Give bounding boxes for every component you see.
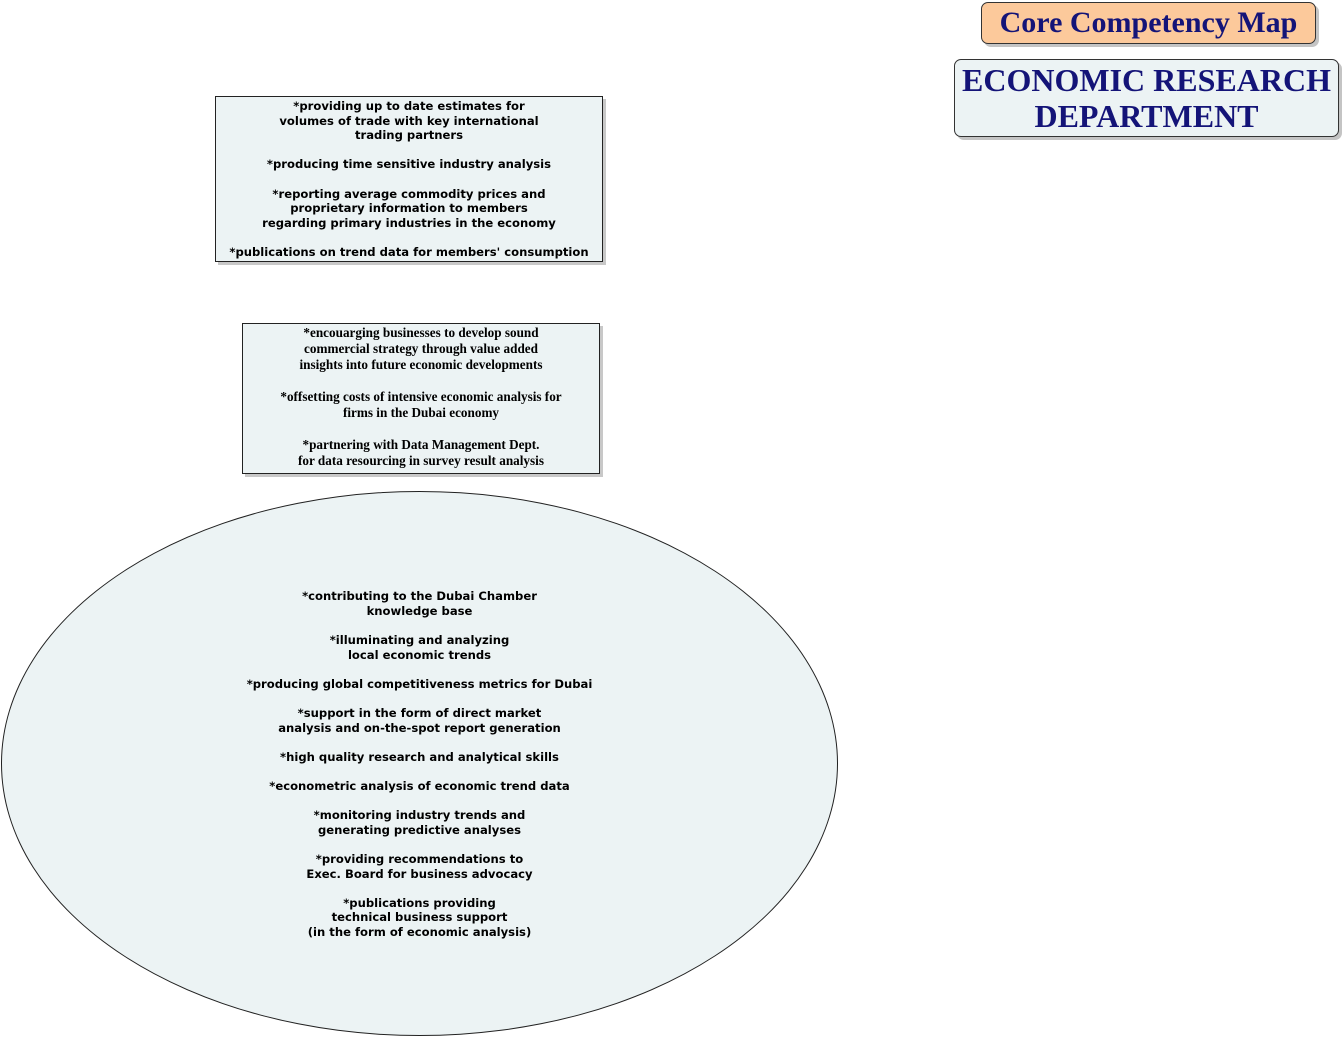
item-spacer — [247, 765, 593, 780]
competency-item-line: *publications providing — [343, 895, 496, 910]
competency-item-line: *high quality research and analytical skills — [280, 749, 559, 764]
top-competency-box — [215, 96, 603, 262]
item-spacer — [216, 143, 602, 158]
competency-item-line: local economic trends — [347, 647, 492, 662]
competency-item-line: *monitoring industry trends and — [313, 808, 526, 823]
item-spacer — [247, 837, 593, 852]
competency-item-line: generating predictive analyses — [317, 822, 522, 837]
competency-item-line: commercial strategy through value added — [304, 341, 538, 356]
competency-item — [243, 325, 599, 373]
competency-item — [216, 245, 602, 260]
competency-item — [247, 589, 593, 618]
competency-item-line: knowledge base — [366, 603, 473, 618]
item-spacer — [247, 881, 593, 896]
middle-competency-box — [242, 323, 600, 474]
ellipse-text — [247, 587, 593, 939]
competency-item-line: *support in the form of direct market — [297, 706, 542, 721]
competency-item-line: *partnering with Data Management Dept. — [302, 437, 540, 452]
competency-item-line: *providing up to date estimates for — [293, 99, 525, 113]
competency-item-line: *econometric analysis of economic trend data — [269, 779, 570, 794]
competency-item-line: *providing recommendations to — [315, 852, 524, 867]
competency-item-line: *publications on trend data for members' consumption — [229, 244, 589, 259]
competency-item — [247, 677, 593, 692]
competency-item — [216, 99, 602, 143]
item-spacer — [216, 172, 602, 187]
map-title: Core Competency Map — [981, 2, 1316, 44]
competency-item-line: Exec. Board for business advocacy — [306, 866, 533, 881]
competency-item — [247, 706, 593, 735]
item-spacer — [247, 662, 593, 677]
competency-item — [247, 779, 593, 794]
competency-item — [216, 187, 602, 231]
competency-item-line: *illuminating and analyzing — [329, 633, 510, 648]
competency-item — [247, 750, 593, 765]
competency-item — [243, 389, 599, 421]
competency-item-line: for data resourcing in survey result analysis — [298, 453, 544, 468]
item-spacer — [216, 230, 602, 245]
competency-item-line: insights into future economic developments — [299, 357, 543, 372]
competency-item — [247, 808, 593, 837]
competency-item — [247, 896, 593, 940]
item-spacer — [247, 619, 593, 634]
competency-item — [247, 852, 593, 881]
competency-item — [243, 437, 599, 469]
competency-item-line: *contributing to the Dubai Chamber — [302, 589, 537, 604]
department-title-line: ECONOMIC RESEARCH — [962, 62, 1331, 98]
competency-item-line: *producing global competitiveness metrics for Dubai — [246, 676, 593, 691]
competency-item-line: technical business support — [331, 910, 508, 925]
department-title-line: DEPARTMENT — [1034, 98, 1259, 134]
item-spacer — [247, 794, 593, 809]
item-spacer — [243, 373, 599, 389]
competency-item-line: regarding primary industries in the economy — [262, 215, 556, 230]
core-competency-ellipse — [1, 491, 838, 1036]
item-spacer — [247, 692, 593, 707]
competency-item — [247, 633, 593, 662]
competency-item-line: firms in the Dubai economy — [342, 405, 500, 420]
competency-item — [216, 157, 602, 172]
competency-item-line: analysis and on-the-spot report generation — [278, 720, 561, 735]
department-title — [954, 59, 1339, 137]
competency-item-line: proprietary information to members — [290, 201, 528, 216]
competency-item-line: trading partners — [354, 128, 464, 143]
competency-item-line: *reporting average commodity prices and — [272, 186, 546, 201]
competency-item-line: *producing time sensitive industry analysis — [266, 157, 552, 172]
competency-item-line: *offsetting costs of intensive economic analysis for — [280, 389, 562, 404]
item-spacer — [243, 421, 599, 437]
competency-item-line: volumes of trade with key international — [279, 113, 539, 128]
competency-item-line: *encouarging businesses to develop sound — [303, 325, 539, 340]
item-spacer — [247, 735, 593, 750]
competency-item-line: (in the form of economic analysis) — [307, 925, 532, 940]
